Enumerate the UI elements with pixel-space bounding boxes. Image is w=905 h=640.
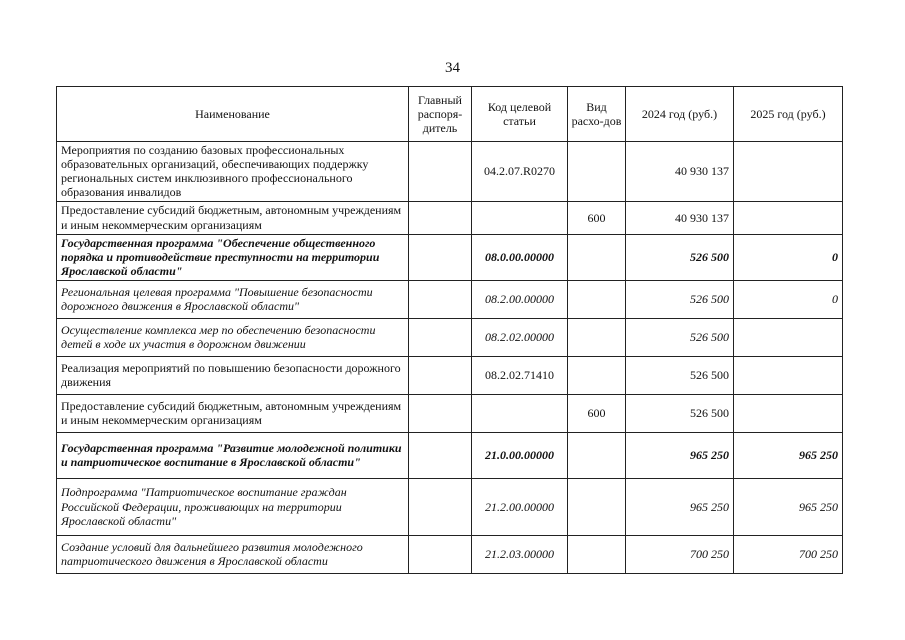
cell-code [472, 201, 568, 234]
table-row [57, 356, 843, 394]
cell-2024: 526 500 [626, 318, 734, 356]
cell-admin [409, 201, 472, 234]
cell-code: 08.2.02.00000 [472, 318, 568, 356]
cell-2024: 526 500 [626, 280, 734, 318]
table-row [57, 318, 843, 356]
cell-code [472, 394, 568, 432]
cell-kind: 600 [568, 201, 626, 234]
cell-name: Подпрограмма "Патриотическое воспитание граждан Российской Федерации, проживающих на территории Ярославской области" [57, 478, 409, 535]
table-row [57, 280, 843, 318]
table-row [57, 432, 843, 478]
cell-2024: 40 930 137 [626, 142, 734, 202]
cell-kind: 600 [568, 394, 626, 432]
cell-code: 21.0.00.00000 [472, 432, 568, 478]
cell-admin [409, 280, 472, 318]
table-row [57, 394, 843, 432]
header-kind: Вид расхо-дов [568, 87, 626, 142]
header-admin: Главный распоря-дитель [409, 87, 472, 142]
cell-2025: 0 [734, 234, 843, 280]
header-2024: 2024 год (руб.) [626, 87, 734, 142]
cell-name: Осуществление комплекса мер по обеспечению безопасности детей в ходе их участия в дорожном движении [57, 318, 409, 356]
cell-code: 08.2.00.00000 [472, 280, 568, 318]
cell-2024: 526 500 [626, 234, 734, 280]
cell-kind [568, 142, 626, 202]
cell-code: 21.2.00.00000 [472, 478, 568, 535]
cell-2025: 965 250 [734, 432, 843, 478]
cell-2024: 40 930 137 [626, 201, 734, 234]
cell-2025 [734, 394, 843, 432]
cell-2025: 0 [734, 280, 843, 318]
cell-2025 [734, 318, 843, 356]
cell-name: Государственная программа "Развитие молодежной политики и патриотическое воспитание в Ярославской области" [57, 432, 409, 478]
cell-kind [568, 478, 626, 535]
cell-name: Создание условий для дальнейшего развития молодежного патриотического движения в Ярославской области [57, 535, 409, 573]
cell-name: Мероприятия по созданию базовых профессиональных образовательных организаций, обеспечивающих поддержку региональных систем инклюзивного профессионального образования инвалидов [57, 142, 409, 202]
table-row [57, 478, 843, 535]
cell-name: Предоставление субсидий бюджетным, автономным учреждениям и иным некоммерческим организациям [57, 201, 409, 234]
cell-admin [409, 535, 472, 573]
cell-code: 08.2.02.71410 [472, 356, 568, 394]
budget-table [56, 86, 843, 574]
cell-2025: 700 250 [734, 535, 843, 573]
cell-2024: 965 250 [626, 478, 734, 535]
header-code: Код целевой статьи [472, 87, 568, 142]
table-row [57, 142, 843, 202]
header-2025: 2025 год (руб.) [734, 87, 843, 142]
table-row [57, 234, 843, 280]
cell-2024: 526 500 [626, 394, 734, 432]
table-row [57, 201, 843, 234]
cell-admin [409, 394, 472, 432]
cell-kind [568, 318, 626, 356]
cell-2024: 526 500 [626, 356, 734, 394]
cell-admin [409, 478, 472, 535]
cell-2025: 965 250 [734, 478, 843, 535]
cell-code: 04.2.07.R0270 [472, 142, 568, 202]
cell-2024: 965 250 [626, 432, 734, 478]
cell-2025 [734, 356, 843, 394]
cell-kind [568, 432, 626, 478]
page-number: 34 [445, 60, 460, 76]
cell-2025 [734, 142, 843, 202]
cell-name: Региональная целевая программа "Повышение безопасности дорожного движения в Ярославской области" [57, 280, 409, 318]
cell-kind [568, 535, 626, 573]
cell-admin [409, 234, 472, 280]
cell-name: Реализация мероприятий по повышению безопасности дорожного движения [57, 356, 409, 394]
header-name: Наименование [57, 87, 409, 142]
table-header-row [57, 87, 843, 142]
cell-2024: 700 250 [626, 535, 734, 573]
cell-kind [568, 234, 626, 280]
cell-code: 21.2.03.00000 [472, 535, 568, 573]
cell-admin [409, 356, 472, 394]
cell-admin [409, 318, 472, 356]
cell-admin [409, 432, 472, 478]
cell-kind [568, 280, 626, 318]
cell-code: 08.0.00.00000 [472, 234, 568, 280]
cell-name: Государственная программа "Обеспечение общественного порядка и противодействие преступности на территории Ярославской области" [57, 234, 409, 280]
cell-admin [409, 142, 472, 202]
cell-kind [568, 356, 626, 394]
cell-name: Предоставление субсидий бюджетным, автономным учреждениям и иным некоммерческим организациям [57, 394, 409, 432]
cell-2025 [734, 201, 843, 234]
table-row [57, 535, 843, 573]
